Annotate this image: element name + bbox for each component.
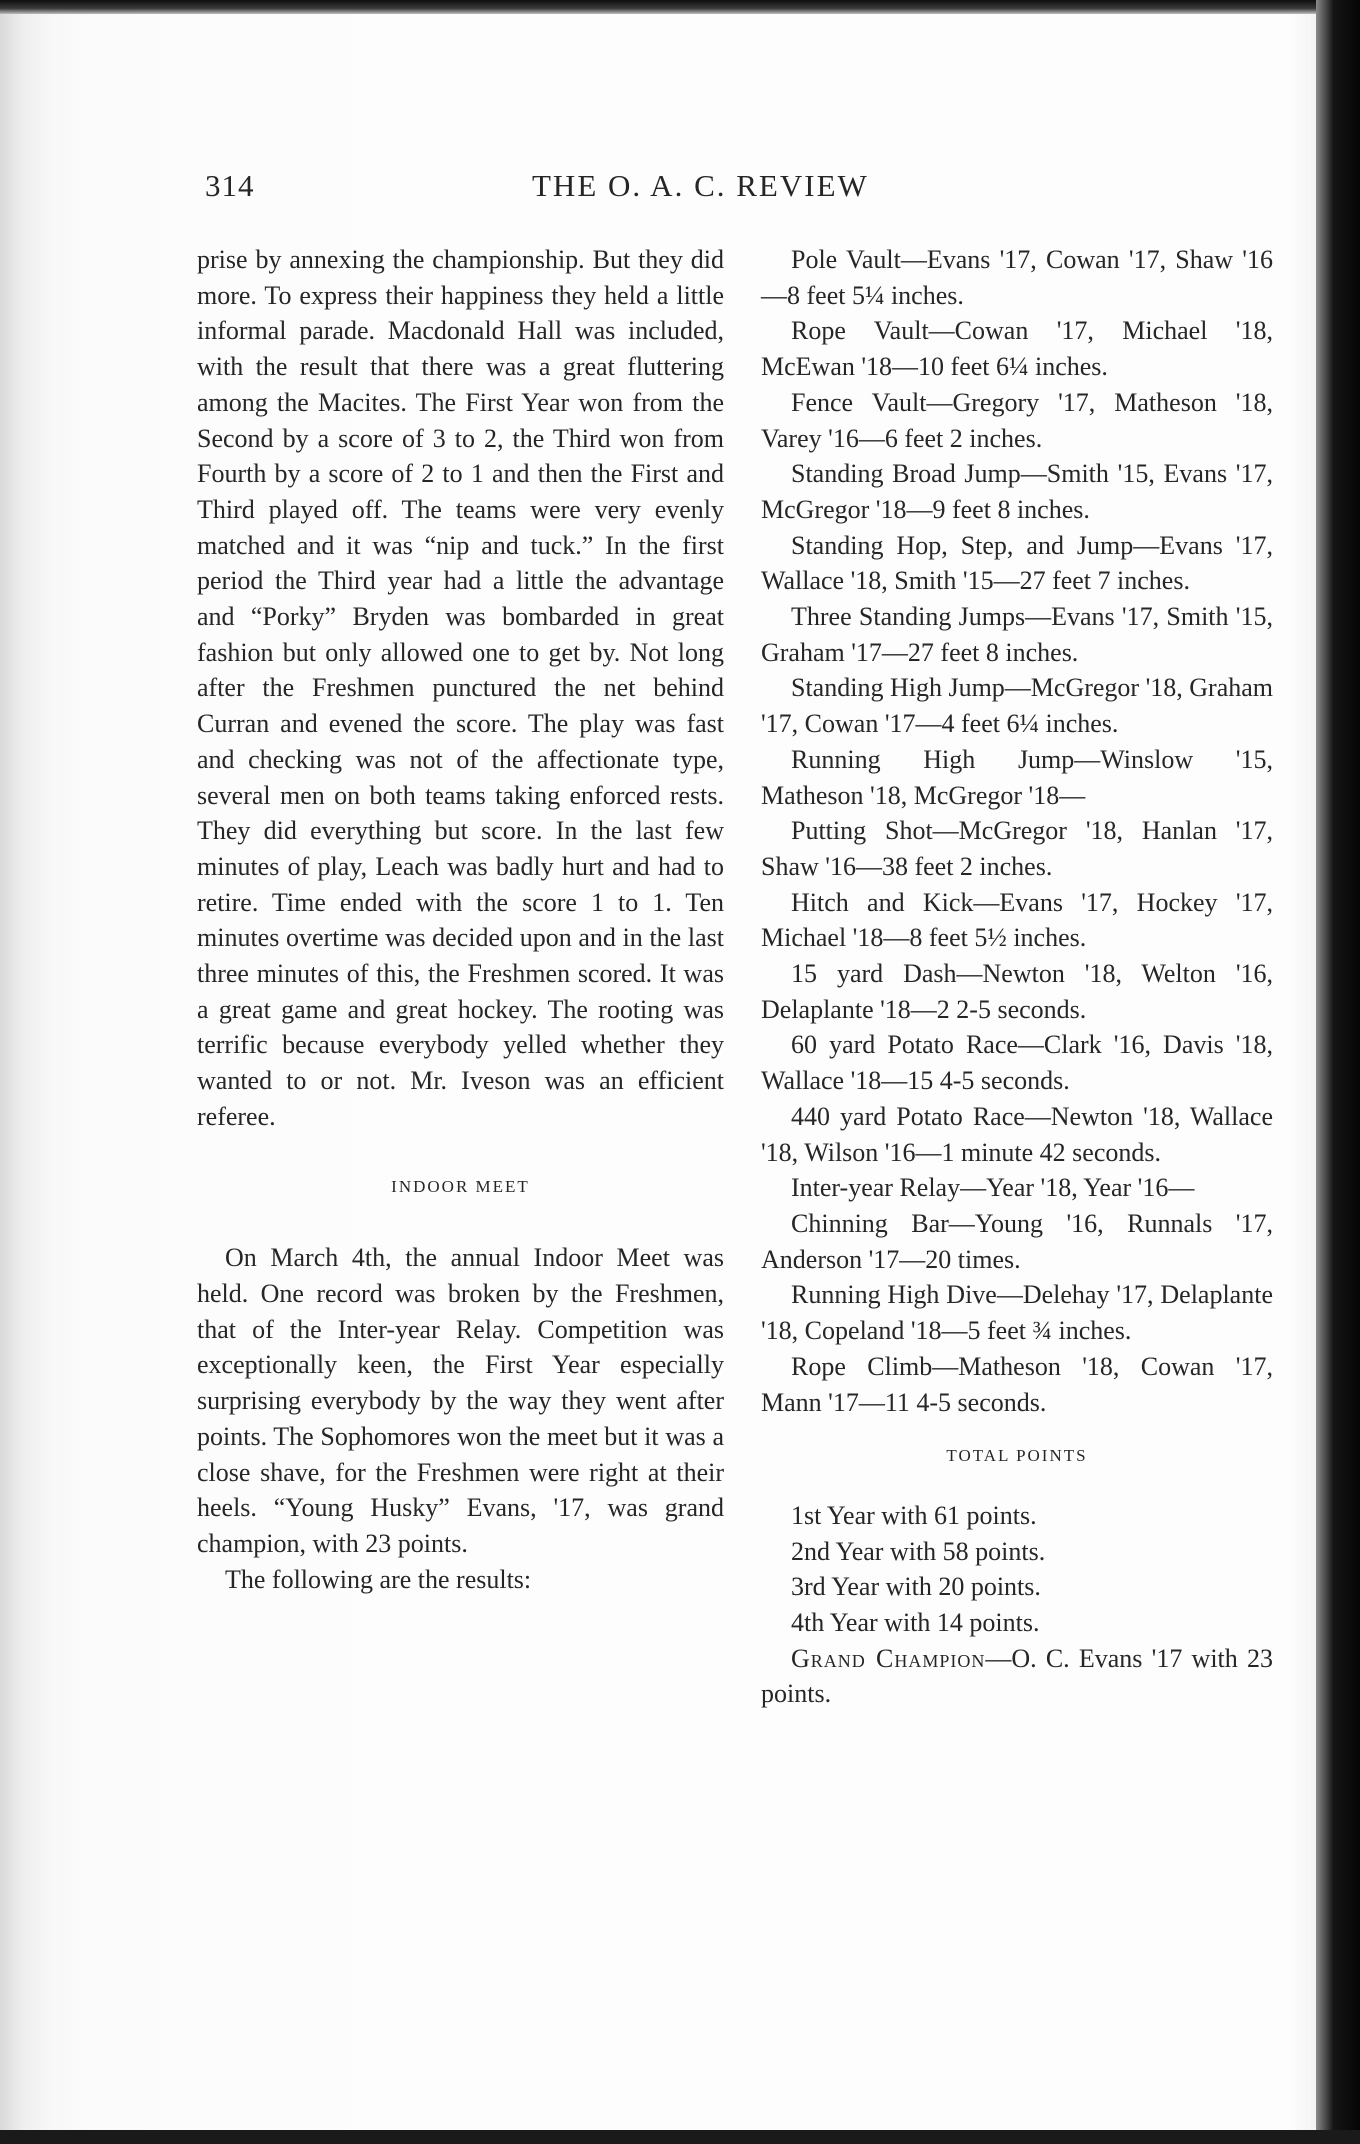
results-intro: The following are the results:	[225, 1564, 532, 1594]
result-item: Three Standing Jumps—Evans '17, Smith '15, Graham '17—27 feet 8 inches.	[761, 602, 1273, 667]
hockey-paragraph: prise by annexing the championship. But they did more. To express their happiness they held a little informal parade. Macdonald Hall was included, with the result that there was a great fluttering among the Macites. The First Year won from the Second by a score of 3 to 2, the Third won from Fourth by a score of 2 to 1 and then the First and Third played off. The teams were very evenly matched and it was “nip and tuck.” In the first period the Third year had a little the advantage and “Porky” Bryden was bombarded in great fashion but only allowed one to get by. Not long after the Freshmen punctured the net behind Curran and evened the score. The play was fast and checking was not of the affectionate type, several men on both teams taking enforced rests. They did everything but score. In the last few minutes of play, Leach was badly hurt and had to retire. Time ended with the score 1 to 1. Ten minutes overtime was decided upon and in the last three minutes of this, the Freshmen scored. It was a great game and great hockey. The rooting was terrific because everybody yelled whether they wanted to or not. Mr. Iveson was an efficient referee.	[197, 245, 724, 1131]
points-item: 4th Year with 14 points.	[791, 1608, 1040, 1638]
indoor-meet-paragraph: On March 4th, the annual Indoor Meet was held. One record was broken by the Freshmen, that of the Inter-year Relay. Competition was exceptionally keen, the First Year especially surprising everybody by the way they went after points. The Sophomores won the meet but it was a close shave, for the Freshmen were right at their heels. “Young Husky” Evans, '17, was grand champion, with 23 points.	[197, 1243, 724, 1558]
result-item: Pole Vault—Evans '17, Cowan '17, Shaw '16—8 feet 5¼ inches.	[761, 245, 1273, 310]
result-item: Standing High Jump—McGregor '18, Graham '17, Cowan '17—4 feet 6¼ inches.	[761, 673, 1274, 739]
result-item: 440 yard Potato Race—Newton '18, Wallace '18, Wilson '16—1 minute 42 seconds.	[761, 1101, 1273, 1167]
result-item: Chinning Bar—Young '16, Runnals '17, Anderson '17—20 times.	[761, 1208, 1273, 1274]
points-list	[761, 1498, 1273, 1641]
results-list	[761, 242, 1273, 1420]
result-item: Rope Climb—Matheson '18, Cowan '17, Mann '17—11 4-5 seconds.	[761, 1351, 1273, 1417]
page-header	[205, 168, 1295, 214]
result-item: Fence Vault—Gregory '17, Matheson '18, Varey '16—6 feet 2 inches.	[761, 387, 1273, 453]
scan-right-edge	[1316, 0, 1360, 2144]
left-column	[197, 242, 724, 1597]
result-item: Hitch and Kick—Evans '17, Hockey '17, Michael '18—8 feet 5½ inches.	[761, 887, 1273, 953]
result-item: 15 yard Dash—Newton '18, Welton '16, Delaplante '18—2 2-5 seconds.	[761, 959, 1273, 1024]
result-item: Running High Jump—Winslow '15, Matheson '18, McGregor '18—	[761, 744, 1273, 810]
result-item: Standing Broad Jump—Smith '15, Evans '17, McGregor '18—9 feet 8 inches.	[761, 459, 1273, 524]
points-item: 1st Year with 61 points.	[791, 1500, 1037, 1530]
result-item: Running High Dive—Delehay '17, Delaplante '18, Copeland '18—5 feet ¾ inches.	[761, 1280, 1273, 1346]
result-item: Putting Shot—McGregor '18, Hanlan '17, Shaw '16—38 feet 2 inches.	[761, 816, 1273, 881]
grand-champion-label: Grand Champion	[791, 1643, 986, 1673]
result-item: Standing Hop, Step, and Jump—Evans '17, Wallace '18, Smith '15—27 feet 7 inches.	[761, 530, 1273, 596]
grand-champion-text: —O. C. Evans '17 with 23 points.	[761, 1643, 1273, 1709]
points-item: 3rd Year with 20 points.	[791, 1572, 1041, 1602]
scan-top-border	[0, 0, 1360, 14]
right-column	[761, 242, 1273, 1712]
indoor-meet-heading: INDOOR MEET	[391, 1176, 530, 1196]
result-item: Inter-year Relay—Year '18, Year '16—	[791, 1173, 1195, 1203]
running-head-title: THE O. A. C. REVIEW	[532, 168, 869, 203]
result-item: Rope Vault—Cowan '17, Michael '18, McEwan '18—10 feet 6¼ inches.	[761, 316, 1273, 382]
grand-champion-line	[761, 1641, 1273, 1712]
scan-bottom-border	[0, 2130, 1360, 2144]
result-item: 60 yard Potato Race—Clark '16, Davis '18, Wallace '18—15 4-5 seconds.	[761, 1030, 1273, 1096]
page-number: 314	[205, 168, 255, 203]
points-item: 2nd Year with 58 points.	[791, 1536, 1046, 1566]
total-points-heading: TOTAL POINTS	[946, 1446, 1088, 1466]
